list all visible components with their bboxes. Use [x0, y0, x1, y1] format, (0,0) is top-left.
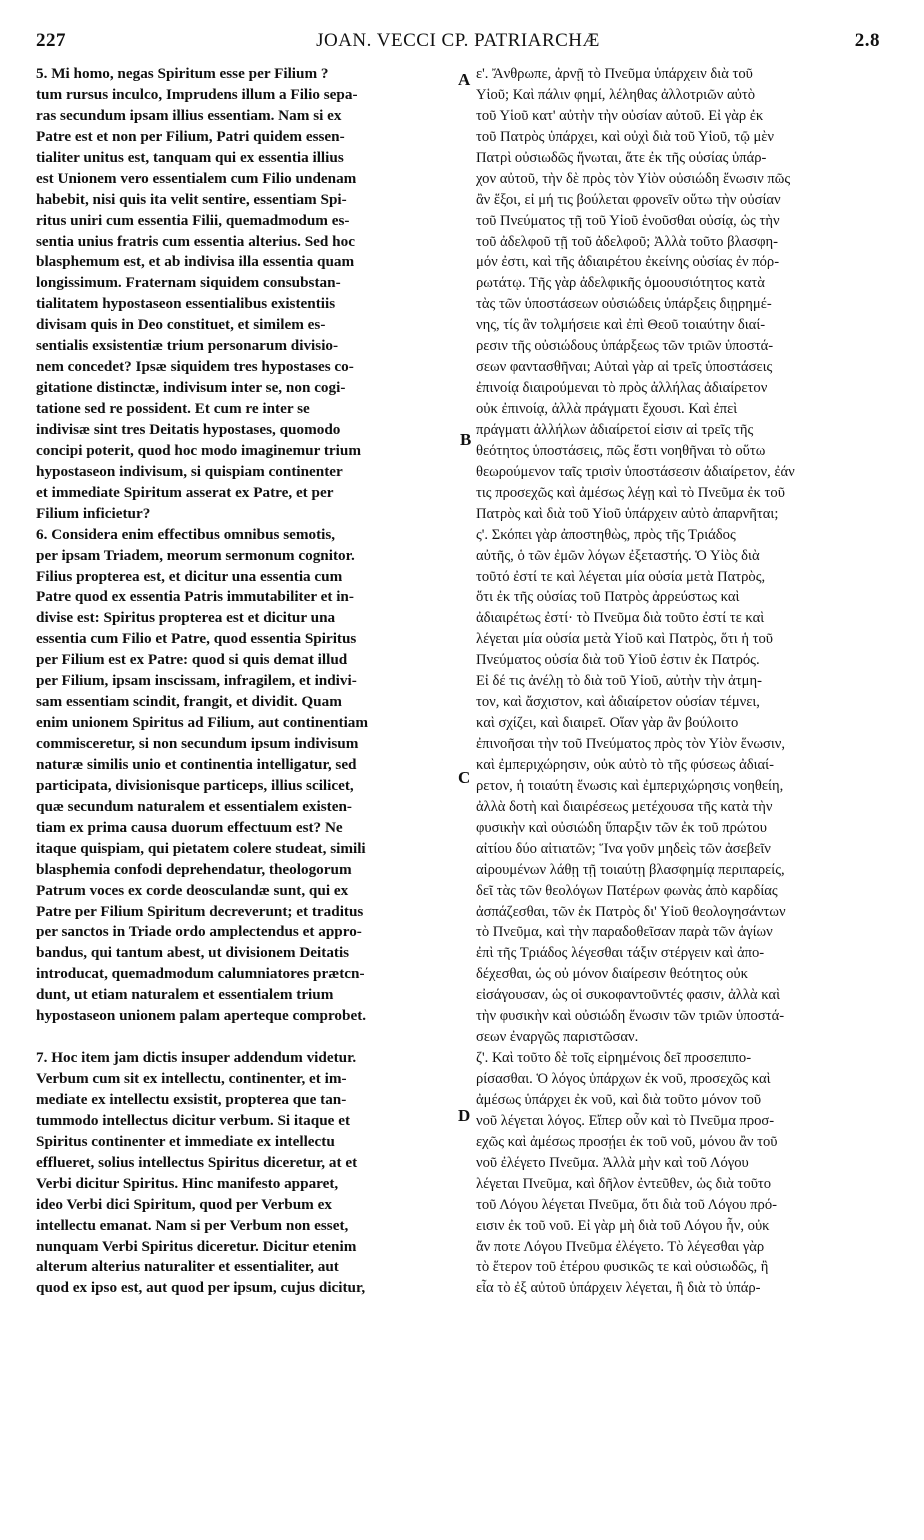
- greek-text-line: λέγεται Πνεῦμα, καὶ δῆλον ἐντεῦθεν, ὡς διὰ τοῦτο: [476, 1175, 772, 1192]
- latin-text-line: bandus, qui tantum abest, ut divisionem Deitatis: [36, 944, 350, 962]
- latin-text-line: 7. Hoc item jam dictis insuper addendum videtur.: [36, 1049, 357, 1067]
- latin-text-line: blasphemum est, et ab indivisa illa essentia quam: [36, 253, 355, 271]
- greek-text-line: εἶα τὸ ἐξ αὐτοῦ ὑπάρχειν λέγεται, ἢ διὰ τὸ ὑπάρ-: [476, 1280, 761, 1297]
- greek-text-line: ε'. Ἄνθρωπε, ἀρνῇ τὸ Πνεῦμα ὑπάρχειν διὰ τοῦ: [476, 66, 753, 82]
- latin-text-line: commisceretur, si non secundum ipsum indivisum: [36, 735, 359, 752]
- greek-text-line: τις προσεχῶς καὶ ἀμέσως λέγῃ καὶ τὸ Πνεῦμα ἐκ τοῦ: [476, 484, 785, 501]
- greek-text-line: ς'. Σκόπει γὰρ ἀποστηθὼς, πρὸς τῆς Τριάδος: [476, 526, 736, 543]
- margin-marker-d: D: [458, 1106, 471, 1125]
- latin-text-line: Patre per Filium Spiritum decreverunt; et traditus: [36, 902, 364, 920]
- greek-text-line: λέγεται μία οὐσία μετὰ Υἱοῦ καὶ Πατρὸς, ὅτι ἡ τοῦ: [476, 631, 774, 648]
- greek-text-line: σεων φαντασθῆναι; Αὐταὶ γὰρ αἱ τρεῖς ὑποστάσεις: [476, 359, 773, 376]
- greek-text-line: ἀδιαιρέτως ἐστί· τὸ Πνεῦμα διὰ τοῦτο ἐστί τε καὶ: [476, 610, 765, 627]
- latin-text-line: per Filium, ipsam inscissam, infragilem, et indivi-: [36, 672, 357, 690]
- latin-text-line: hypostaseon unionem palam aperteque comprobet.: [36, 1007, 367, 1025]
- greek-text-line: ἐπινοῆσαι τὴν τοῦ Πνεύματος πρὸς τὸν Υἱὸν ἕνωσιν,: [476, 736, 785, 752]
- latin-text-line: blasphemia confodi deprehendatur, theologorum: [36, 860, 352, 878]
- latin-text-line: Filium inficietur?: [36, 504, 151, 522]
- greek-text-line: φυσικὴν καὶ οὐσιώδη ὕπαρξιν τῶν ἐκ τοῦ πρώτου: [476, 819, 767, 836]
- latin-text-line: tialitatem hypostaseon essentialibus existentiis: [36, 295, 336, 313]
- latin-text-line: tiam ex prima causa duorum effectuum est? Ne: [36, 818, 343, 836]
- greek-text-line: νοῦ λέγεται λόγος. Εἴπερ οὖν καὶ τὸ Πνεῦμα προσ-: [476, 1112, 775, 1129]
- greek-text-line: μόν ἐστι, καὶ τῆς ἀδιαιρέτου ἐκείνης οὐσίας ἐν πόρ-: [476, 254, 780, 271]
- greek-text-line: ἐπὶ τῆς Τριάδος λέγεσθαι τάξιν στέργειν καὶ ἀπο-: [476, 945, 765, 962]
- greek-text-line: δέχεσθαι, ὡς οὐ μόνον διαίρεσιν θεότητος οὐκ: [476, 966, 749, 983]
- greek-text-line: πράγματι ἀλλήλων ἀδιαίρετοί εἰσιν αἱ τρεῖς τῆς: [476, 421, 754, 438]
- greek-text-line: τοῦτό ἐστί τε καὶ λέγεται μία οὐσία μετὰ Πατρὸς,: [476, 568, 766, 585]
- greek-text-line: νοῦ ἐλέγετο Πνεῦμα. Ἀλλὰ μὴν καὶ τοῦ Λόγου: [476, 1154, 749, 1171]
- latin-text-line: habebit, nisi quis ita velit sentire, essentiam Spi-: [36, 190, 347, 208]
- greek-text-line: αἰτίου δύο αἰτιατῶν; Ἵνα γοῦν μηδεὶς τῶν ἀσεβεῖν: [476, 840, 771, 857]
- greek-text-line: ἂν ἕξοι, εἰ μή τις βούλεται φρονεῖν οὕτω τὴν οὐσίαν: [476, 191, 781, 208]
- latin-text-line: Patre est et non per Filium, Patri quidem essen-: [36, 127, 345, 145]
- greek-text-line: νης, τίς ἂν τολμήσειε καὶ ἐπὶ Θεοῦ τοιαύτην διαί-: [476, 317, 766, 334]
- greek-text-line: οὐκ ἐπινοίᾳ, ἀλλὰ πράγματι ἔχουσι. Καὶ ἐπεὶ: [476, 401, 738, 417]
- running-header: [36, 30, 880, 58]
- greek-text-line: τον, καὶ ἄσχιστον, καὶ ἀδιαίρετον οὐσίαν τέμνει,: [476, 694, 760, 711]
- latin-text-line: per Filium est ex Patre: quod si quis demat illud: [36, 651, 348, 669]
- latin-text-line: indivisæ sint tres Deitatis hypostases, quomodo: [36, 420, 341, 438]
- page-number-left: 227: [36, 30, 66, 51]
- greek-text-line: ρεσιν τῆς οὐσιώδους ὑπάρξεως τῶν τριῶν ὑποστά-: [476, 338, 774, 355]
- latin-text-line: efflueret, solius intellectus Spiritus diceretur, at et: [36, 1153, 358, 1171]
- greek-text-line: εισιν ἐκ τοῦ νοῦ. Εἰ γὰρ μὴ διὰ τοῦ Λόγου ἦν, οὐκ: [476, 1217, 770, 1234]
- greek-text-line: τὸ ἕτερον τοῦ ἑτέρου φυσικῶς τε καὶ οὐσιωδῶς, ἢ: [476, 1259, 769, 1276]
- latin-text-line: longissimum. Fraternam siquidem consubstan-: [36, 274, 341, 292]
- margin-marker-a: A: [458, 70, 471, 89]
- latin-text-line: sentialis exsistentiæ trium personarum divisio-: [36, 337, 339, 355]
- greek-text-line: ζ'. Καὶ τοῦτο δὲ τοῖς εἰρημένοις δεῖ προσεπιπο-: [476, 1050, 752, 1067]
- latin-text-line: per ipsam Triadem, meorum sermonum cognitor.: [36, 546, 355, 564]
- greek-text-line: τοῦ Λόγου λέγεται Πνεῦμα, ὅτι διὰ τοῦ Λόγου πρό-: [476, 1196, 777, 1213]
- latin-column: [36, 64, 454, 1299]
- greek-text-line: ἀμέσως ὑπάρχει ἐκ νοῦ, καὶ διὰ τοῦτο μόνον τοῦ: [476, 1091, 762, 1108]
- latin-text-line: naturæ similis unio et continentia intelligatur, sed: [36, 755, 357, 773]
- latin-text-line: tum rursus inculco, Imprudens illum a Filio sepa-: [36, 85, 358, 103]
- latin-text-line: 5. Mi homo, negas Spiritum esse per Filium ?: [36, 65, 329, 82]
- latin-text-line: Patrum voces ex corde deosculandæ sunt, qui ex: [36, 881, 349, 899]
- greek-text-line: ἀσπάζεσθαι, τῶν ἐκ Πατρὸς δι' Υἱοῦ θεολογησάντων: [476, 903, 786, 920]
- latin-text-line: mediate ex intellectu exsistit, propterea que tan-: [36, 1090, 347, 1108]
- margin-marker-c: C: [458, 768, 471, 787]
- greek-text-line: δεῖ τὰς τῶν θεολόγων Πατέρων φωνὰς ἀπὸ καρδίας: [476, 882, 778, 899]
- latin-text-line: tummodo intellectus dicitur verbum. Si itaque et: [36, 1111, 351, 1129]
- latin-text-line: sam essentiam scindit, frangit, et dividit. Quam: [36, 693, 342, 711]
- latin-text-line: alterum alterius naturaliter et essentialiter, aut: [36, 1258, 339, 1276]
- latin-text-line: [36, 1027, 454, 1048]
- greek-text-line: ρετον, ἡ τοιαύτη ἕνωσις καὶ ἐμπεριχώρησις νοηθείη,: [476, 777, 784, 794]
- latin-text-line: Spiritus continenter et immediate ex intellectu: [36, 1132, 335, 1150]
- greek-text-line: Υἱοῦ; Καὶ πάλιν φημί, λέληθας ἀλλοτριῶν αὐτὸ: [476, 86, 755, 103]
- latin-text-line: intellectu emanat. Nam si per Verbum non esset,: [36, 1216, 349, 1234]
- greek-column: [476, 64, 888, 1299]
- latin-text-line: nunquam Verbi Spiritus diceretur. Dicitur etenim: [36, 1237, 357, 1255]
- greek-text-line: τοῦ Υἱοῦ κατ' αὐτὴν τὴν οὐσίαν αὐτοῦ. Εἰ γὰρ ἐκ: [476, 107, 764, 124]
- greek-text-line: αἱρουμένων λάθῃ τῇ τοιαύτῃ βλασφημίᾳ περιπαρείς,: [476, 861, 785, 878]
- greek-text-line: ἐπινοίᾳ διαιρούμεναι τὸ πρὸς ἀλλήλας ἀδιαίρετον: [476, 380, 768, 397]
- greek-text-line: καὶ σχίζει, καὶ διαιρεῖ. Οἵαν γὰρ ἂν βούλοιτο: [476, 715, 739, 732]
- latin-text-line: dunt, ut etiam naturalem et essentialem trium: [36, 986, 334, 1004]
- latin-text-line: concipi poterit, quod hoc modo imaginemur trium: [36, 441, 361, 459]
- latin-text-line: quod ex ipso est, aut quod per ipsum, cujus dicitur,: [36, 1279, 366, 1297]
- greek-text-line: τοῦ Πατρὸς ὑπάρχει, καὶ οὐχὶ διὰ τοῦ Υἱοῦ, τῷ μὲν: [476, 128, 775, 145]
- latin-text-line: hypostaseon indivisum, si quispiam continenter: [36, 462, 343, 480]
- greek-text-line: τὰς τῶν ὑποστάσεων οὐσιώδεις ὑπάρξεις διῃρημέ-: [476, 296, 772, 313]
- greek-text-line: ρωτάτῳ. Τῆς γὰρ ἀδελφικῆς ὁμοουσιότητος κατὰ: [476, 275, 765, 292]
- greek-text-line: τοῦ Πνεύματος τῇ τοῦ Υἱοῦ ἑνοῦσθαι οὐσίᾳ, ὡς τὴν: [476, 212, 780, 229]
- page-number-right: 2.8: [854, 30, 880, 51]
- greek-text-line: Πνεύματος οὐσία διὰ τοῦ Υἱοῦ ἐστιν ἐκ Πατρός.: [476, 652, 760, 669]
- latin-text-line: ritus uniri cum essentia Filii, quemadmodum es-: [36, 211, 350, 229]
- latin-text-line: 6. Considera enim effectibus omnibus semotis,: [36, 525, 336, 543]
- latin-text-line: essentia cum Filio et Patre, quod essentia Spiritus: [36, 630, 357, 648]
- greek-text-line: ἄν ποτε Λόγου Πνεῦμα ἐλέγετο. Τὸ λέγεσθαι γὰρ: [476, 1238, 765, 1255]
- margin-marker-b: B: [460, 430, 472, 449]
- latin-text-line: divise est: Spiritus propterea est et dicitur una: [36, 609, 336, 627]
- greek-text-line: Πατρὸς καὶ διὰ τοῦ Υἱοῦ ὑπάρχειν αὐτὸ ἀπαρνῆται;: [476, 505, 779, 522]
- latin-text-line: gitatione distinctæ, indivisum inter se, non cogi-: [36, 379, 346, 397]
- latin-text-line: quæ secundum naturalem et essentialem existen-: [36, 797, 352, 815]
- latin-text-line: Verbum cum sit ex intellectu, continenter, et im-: [36, 1070, 347, 1087]
- latin-text-line: per sanctos in Triade ordo amplectendus et appro-: [36, 923, 362, 941]
- greek-text-line: χον αὐτοῦ, τὴν δὲ πρὸς τὸν Υἱὸν οὐσιώδη ἕνωσιν πῶς: [476, 170, 791, 187]
- latin-text-line: et immediate Spiritum asserat ex Patre, et per: [36, 483, 334, 501]
- latin-text-line: tatione sed re possident. Et cum re inter se: [36, 400, 310, 417]
- greek-text-line: ἀλλὰ δοτὴ καὶ διαιρέσεως μετέχουσα τῆς κατὰ τὴν: [476, 798, 773, 815]
- latin-text-line: itaque quispiam, qui pietatem colere studeat, simili: [36, 839, 366, 857]
- latin-text-line: tialiter unitus est, tanquam qui ex essentia illius: [36, 148, 344, 166]
- latin-text-line: ideo Verbi dici Spiritum, quod per Verbum ex: [36, 1195, 332, 1213]
- greek-text-line: σεων ἐναργῶς παριστῶσαν.: [476, 1029, 639, 1046]
- latin-text-line: ras secundum ipsam illius essentiam. Nam si ex: [36, 106, 342, 124]
- greek-text-line: Πατρὶ οὐσιωδῶς ἥνωται, ἅτε ἐκ τῆς οὐσίας ὑπάρ-: [476, 149, 767, 166]
- greek-text-line: εχῶς καὶ ἀμέσως προσῄει ἐκ τοῦ νοῦ, μόνου ἂν τοῦ: [476, 1133, 778, 1150]
- greek-text-line: ρίσασθαι. Ὁ λόγος ὑπάρχων ἐκ νοῦ, προσεχῶς καὶ: [476, 1071, 771, 1087]
- greek-text-line: καὶ ἐμπεριχώρησιν, οὐκ αὐτὸ τὸ τῆς φύσεως ἀδιαί-: [476, 756, 774, 773]
- latin-text-line: divisam quis in Deo constituet, et similem es-: [36, 316, 326, 334]
- greek-text-line: τὴν φυσικὴν καὶ οὐσιώδη ἕνωσιν τῶν τριῶν ὑποστά-: [476, 1008, 785, 1025]
- latin-text-line: Patre quod ex essentia Patris immutabiliter et in-: [36, 588, 354, 606]
- greek-text-line: εἰσάγουσαν, ὡς οἱ συκοφαντοῦντές φασιν, ἀλλὰ καὶ: [476, 987, 780, 1004]
- latin-text-line: Verbi dicitur Spiritus. Hinc manifesto apparet,: [36, 1174, 339, 1192]
- greek-text-line: θεότητος ὑποστάσεις, πῶς ἔστι νοηθῆναι τὸ οὕτω: [476, 442, 766, 459]
- greek-text-line: τὸ Πνεῦμα, καὶ τὴν παραδοθεῖσαν παρὰ τῶν ἁγίων: [476, 924, 773, 941]
- greek-text-line: ὅτι ἐκ τῆς οὐσίας τοῦ Πατρὸς ἀρρεύστως καὶ: [476, 589, 740, 606]
- latin-text-line: Filius propterea est, et dicitur una essentia cum: [36, 567, 343, 585]
- greek-text-line: τοῦ ἀδελφοῦ τῇ τοῦ ἀδελφοῦ; Ἀλλὰ τοῦτο βλασφη-: [476, 233, 779, 250]
- greek-text-line: αὐτῆς, ὁ τῶν ἐμῶν λόγων ἐξεταστής. Ὁ Υἱὸς διὰ: [476, 547, 760, 564]
- running-title: JOAN. VECCI CP. PATRIARCHÆ: [316, 30, 600, 51]
- latin-text-line: enim unionem Spiritus ad Filium, aut continentiam: [36, 714, 369, 732]
- latin-text-line: est Unionem vero essentialem cum Filio undenam: [36, 169, 357, 187]
- greek-text-line: Εἰ δέ τις ἀνέλῃ τὸ διὰ τοῦ Υἱοῦ, αὐτὴν τὴν ἀτμη-: [476, 673, 762, 690]
- latin-text-line: nem concedet? Ipsæ siquidem tres hypostases co-: [36, 358, 354, 376]
- latin-text-line: participata, divisionisque particeps, illius scilicet,: [36, 776, 354, 794]
- latin-text-line: sentia unius fratris cum essentia alterius. Sed hoc: [36, 232, 355, 250]
- latin-text-line: introducat, quemadmodum calumniatores prætcn-: [36, 965, 365, 983]
- greek-text-line: θεωρούμενον ταῖς τρισὶν ὑποστάσεσιν ἀδιαίρετον, ἐάν: [476, 463, 795, 480]
